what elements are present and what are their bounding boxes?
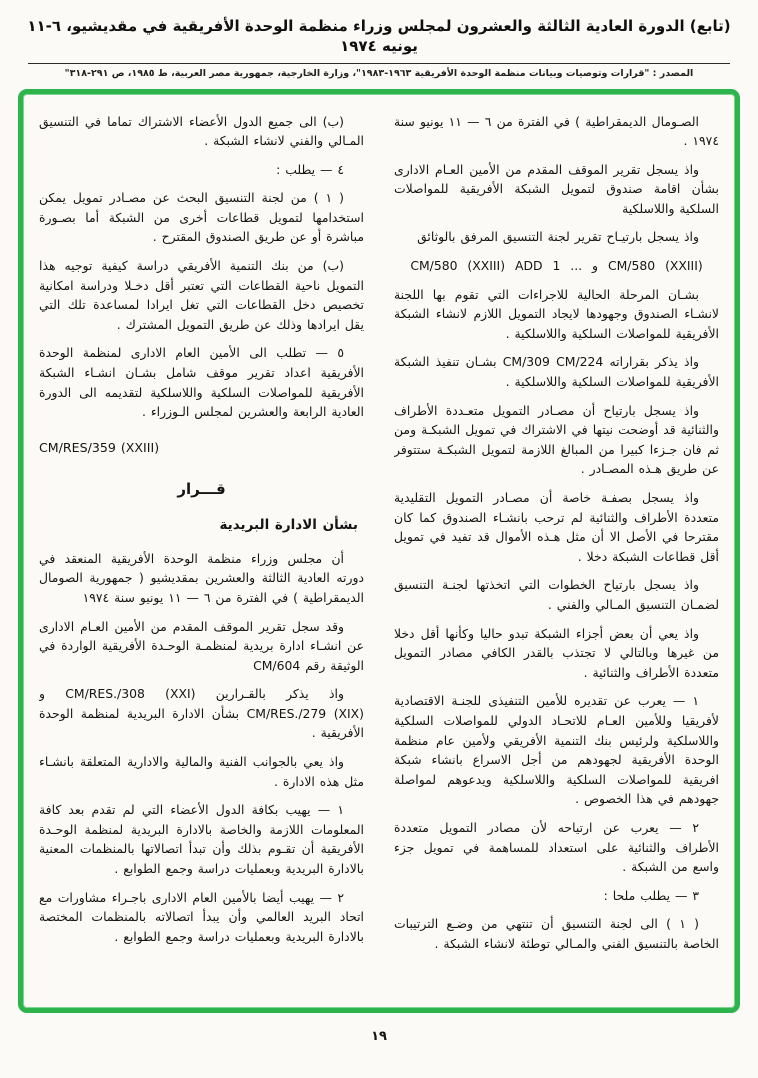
resolution-subject-heading: بشأن الادارة البريدية <box>219 517 358 534</box>
source-citation: المصدر : "قرارات وتوصيات وبيانات منظمة الوحدة الأفريقية ١٩٦٣-١٩٨٣"، وزارة الخارجية، جمهورية مصر العربية، ط ١٩٨٥، ص ٢٩١-٣١٨" <box>64 67 694 79</box>
paragraph: واذ يسجل بصفـة خاصة أن مصـادر التمويل التقليدية متعددة الأطراف والثنائية لم ترحب بانشـاء الصندوق كما كان مقترحا في الأصل الا أن مثل هـذه الأموال قد تفيد في تمويل أقل قطاعات الشبكة دخلا . <box>394 490 719 564</box>
numbered-clause: ٥ — تطلب الى الأمين العام الادارى لمنظمة الوحدة الأفريقية اعداد تقرير موقف شامل بشـان انشـاء الشبكة الأفريقية للمواصلات السلكية واللاسلكية لتقديمه الى الدورة العادية الرابعة والعشرين لمجلس الـوزراء . <box>39 345 364 420</box>
paragraph: واذ يذكر بقراراته CM/309 CM/224 بشـان تنفيذ الشبكة الأفريقية للمواصلات السلكية واللاسلكية . <box>394 354 719 390</box>
paragraph: واذ يسجل بارتياح أن مصـادر التمويل متعـددة الأطراف والثنائية قد أوضحت نيتها في الاشتراك في تمويل الشبكـة ومن ثم فان جـزءا كبيرا من المبالغ اللازمة لتمويل الشبكـة ستتوفر عن طريق هـذه المصـادر . <box>394 402 719 477</box>
sub-clause: ( ١ ) من لجنة التنسيق البحث عن مصـادر تمويل يمكن استخدامها لتمويل قطاعات أخرى من الشبكة أما بصـورة مباشرة أو عن طريق الصندوق المقترح . <box>39 190 364 245</box>
numbered-clause: ١ — يهيب بكافة الدول الأعضاء التي لم تقدم بعد كافة المعلومات اللازمة والخاصة بالادارة البريدية لمنظمة الوحـدة الأفريقية أن تقـوم بذلك وأن تبدأ اتصالاتها بالمنظمات المعنية بالادارة البريدية وبعمليات دراسة وجمع الطوابع . <box>39 802 364 877</box>
paragraph: واذ يسجل بارتياح الخطوات التي اتخذتها لجنـة التنسيق لضمـان التنسيق المـالي والفني . <box>394 577 719 612</box>
numbered-clause: ٢ — يعرب عن ارتياحه لأن مصادر التمويل متعددة الأطراف والثنائية على استعداد للمساهمة في تمويل جزء واسع من الشبكة . <box>394 819 719 875</box>
paragraph: واذ يسجل بارتيـاح تقرير لجنة التنسيق المرفق بالوثائق <box>417 229 699 245</box>
numbered-clause: ٤ — يطلب : <box>276 161 344 177</box>
page-number: ١٩ <box>371 1028 387 1044</box>
paragraph: الصـومال الديمقراطية ) في الفترة من ٦ — ١١ يونيو سنة ١٩٧٤ . <box>394 113 719 149</box>
paragraph: واذ يذكر بالقـرارين CM/RES./308 (XXI) و CM/RES./279 (XIX) بشأن الادارة البريدية لمنظمة الوحدة الأفريقية . <box>39 686 364 741</box>
numbered-clause: ٣ — يطلب ملحا : <box>603 887 699 903</box>
paragraph: واذ يعي بالجوانب الفنية والمالية والادارية المتعلقة بانشـاء مثل هذه الادارة . <box>39 754 364 789</box>
right-column <box>394 112 719 998</box>
document-reference-codes: CM/580 (XXIII) ADD 1 ... و CM/580 (XXIII) <box>410 258 703 274</box>
header-divider <box>28 63 730 64</box>
document-title: (تابع) الدورة العادية الثالثة والعشرون لمجلس وزراء منظمة الوحدة الأفريقية في مقديشيو، ٦-١١ يونيه ١٩٧٤ <box>27 17 731 56</box>
left-column <box>39 112 364 998</box>
page-header <box>0 0 758 79</box>
numbered-clause: ٢ — يهيب أيضا بالأمين العام الادارى باجـراء مشاورات مع اتحاد البريد العالمي وأن يبدأ اتصالاته بالمنظمات المختصة بالادارة البريدية وبعمليات دراسة وجمع الطوابع . <box>39 889 364 944</box>
paragraph: أن مجلس وزراء منظمة الوحدة الأفريقية المنعقد في دورته العادية الثالثة والعشرين بمقديشيو ( جمهورية الصومال الديمقراطية ) في الفترة من ٦ — ١١ يونيو سنة ١٩٧٤ <box>39 550 364 605</box>
resolution-number: CM/RES/359 (XXIII) <box>39 439 160 455</box>
numbered-clause: ١ — يعرب عن تقديره للأمين التنفيذى للجنـة الاقتصادية لأفريقيا وللأمين العـام للاتحـاد الدولي للمواصلات السلكية واللاسلكية ولرئيس بنك التنمية الأفريقي ولأمين عام منظمة الوحدة الأفريقية لجهودهم من أجل الاسراع بانشاء شبكة افريقية للمواصلات السلكية واللاسلكية ويدعوهم لمواصلة جهودهم في هذا الخصوص . <box>394 693 719 807</box>
paragraph: بشـان المرحلة الحالية للاجراءات التي تقوم بها اللجنة لانشـاء الصندوق وجهودها لايجاد التمويل اللازم لانشاء الشبكة الأفريقية للمواصلات السلكية واللاسلكية . <box>394 286 719 341</box>
paragraph: واذ يعي أن بعض أجزاء الشبكة تبدو حاليا وكأنها أقل دخلا من غيرها وبالتالي لا تجتذب بالقدر الكافي مصادر التمويل متعددة الأطراف والثنائية . <box>394 625 719 680</box>
page-footer <box>0 1025 758 1044</box>
sub-clause: (ب) الى جميع الدول الأعضاء الاشتراك تماما في التنسيق المـالي والفني لانشاء الشبكة . <box>39 113 364 149</box>
paragraph: وقد سجل تقرير الموقف المقدم من الأمين العـام الادارى عن انشـاء ادارة بريدية لمنظمـة الوحـدة الأفريقية الواردة في الوثيقة رقم CM/604 <box>39 618 364 673</box>
paragraph: واذ يسجل تقرير الموقف المقدم من الأمين العـام الادارى بشأن اقامة صندوق لتمويل الشبكة الأفريقية للمواصلات السلكية واللاسلكية <box>394 161 719 216</box>
sub-clause: (ب) من بنك التنمية الأفريقي دراسة كيفية توجيه هذا التمويل ناحية القطاعات التي تعتبر أقل دخـلا ودراسة امكانية تخصيص دخل القطاعات التي تغل ايرادا لمساعدة تلك التي يقل ايرادها وذلك عن طريق التمويل المشترك . <box>39 258 364 332</box>
resolution-heading: قـــرار <box>177 479 226 498</box>
sub-clause: ( ١ ) الى لجنة التنسيق أن تنتهي من وضـع الترتيبات الخاصة بالتنسيق الفني والمـالي توطئة لانشاء الشبكة . <box>394 916 719 951</box>
content-frame <box>18 89 740 1013</box>
